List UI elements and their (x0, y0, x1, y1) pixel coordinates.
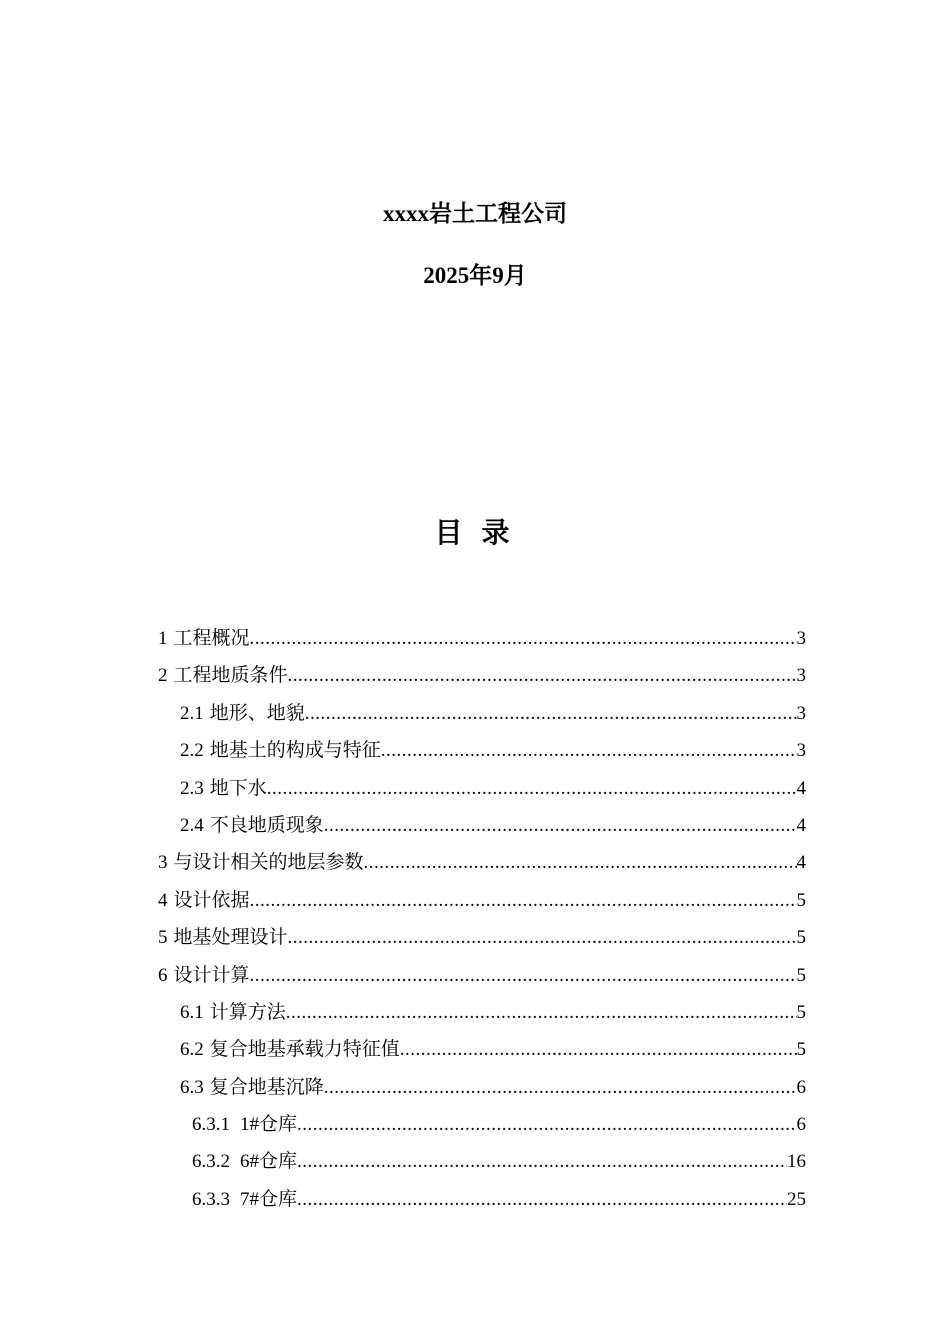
toc-item-text: 复合地基沉降 (209, 1076, 324, 1098)
toc-item-number: 5 (158, 927, 168, 949)
toc-item-number: 6.2 (180, 1039, 204, 1061)
company-name: xxxx岩土工程公司 (383, 201, 567, 226)
toc-leader-dots (297, 1181, 787, 1218)
toc-leader-dots (297, 1106, 796, 1143)
toc-item-page: 16 (787, 1151, 806, 1173)
toc-item-text: 地下水 (209, 777, 267, 799)
toc-item-text: 工程概况 (173, 628, 250, 649)
toc-leader-dots (286, 994, 797, 1031)
toc-item-page: 3 (796, 628, 806, 649)
toc-leader-dots (400, 1031, 797, 1068)
toc-item-number: 6 (158, 964, 168, 986)
toc-item-number: 2.3 (180, 777, 204, 799)
toc-item-text: 设计依据 (173, 889, 250, 911)
toc-item[interactable] (158, 1106, 806, 1143)
toc-item-page: 6 (796, 1076, 806, 1098)
toc-item[interactable] (158, 1031, 806, 1068)
toc-item-page: 5 (796, 889, 806, 911)
toc-item-number: 6.1 (180, 1001, 204, 1023)
toc-item-number: 6.3.3 (192, 1188, 230, 1210)
toc-item-page: 4 (796, 852, 806, 874)
toc-item[interactable] (158, 919, 806, 956)
toc-leader-dots (305, 695, 797, 732)
toc-item[interactable] (158, 657, 806, 694)
table-of-contents (158, 620, 806, 1218)
toc-item-text: 7#仓库 (240, 1188, 298, 1210)
toc-item-page: 25 (787, 1188, 806, 1210)
toc-item-page: 3 (796, 665, 806, 687)
toc-item-page: 3 (796, 740, 806, 762)
document-date: 2025年9月 (423, 263, 527, 288)
toc-item-number: 3 (158, 852, 168, 874)
toc-item-number: 4 (158, 889, 168, 911)
toc-item-number: 6.3 (180, 1076, 204, 1098)
toc-leader-dots (267, 770, 797, 807)
toc-item[interactable] (158, 994, 806, 1031)
toc-item-number: 2 (158, 665, 168, 687)
toc-item-text: 不良地质现象 (209, 814, 324, 836)
toc-item-number: 2.2 (180, 740, 204, 762)
toc-leader-dots (381, 732, 797, 769)
toc-item[interactable] (158, 957, 806, 994)
toc-leader-dots (250, 957, 797, 994)
toc-item-text: 复合地基承载力特征值 (209, 1039, 400, 1061)
toc-leader-dots (364, 844, 797, 881)
toc-item[interactable] (158, 807, 806, 844)
toc-item[interactable] (158, 1069, 806, 1106)
toc-item[interactable] (158, 732, 806, 769)
toc-item-page: 5 (796, 927, 806, 949)
toc-item-number: 1 (158, 628, 168, 649)
toc-item-text: 计算方法 (209, 1001, 286, 1023)
toc-item-page: 5 (796, 964, 806, 986)
toc-item[interactable] (158, 844, 806, 881)
toc-item-number: 6.3.2 (192, 1151, 230, 1173)
toc-leader-dots (324, 807, 797, 844)
toc-leader-dots (250, 620, 797, 657)
toc-item-text: 地基处理设计 (173, 927, 288, 949)
toc-item-number: 2.4 (180, 814, 204, 836)
toc-item-number: 2.1 (180, 702, 204, 724)
toc-leader-dots (288, 657, 797, 694)
toc-item-number: 6.3.1 (192, 1114, 230, 1136)
toc-item-page: 6 (796, 1114, 806, 1136)
toc-item-text: 6#仓库 (240, 1151, 298, 1173)
toc-item[interactable] (158, 1143, 806, 1180)
toc-leader-dots (297, 1143, 787, 1180)
toc-leader-dots (288, 919, 797, 956)
toc-leader-dots (250, 882, 797, 919)
toc-item-page: 4 (796, 777, 806, 799)
toc-item-text: 地基土的构成与特征 (209, 740, 381, 762)
toc-item-text: 地形、地貌 (209, 702, 305, 724)
toc-item-text: 与设计相关的地层参数 (173, 852, 364, 874)
toc-item-text: 1#仓库 (240, 1114, 298, 1136)
toc-item-text: 工程地质条件 (173, 665, 288, 687)
toc-title: 目 录 (434, 518, 516, 549)
toc-item-text: 设计计算 (173, 964, 250, 986)
toc-item[interactable] (158, 882, 806, 919)
toc-item-page: 3 (796, 702, 806, 724)
toc-item-page: 5 (796, 1001, 806, 1023)
toc-item[interactable] (158, 1181, 806, 1218)
toc-leader-dots (324, 1069, 797, 1106)
toc-item-page: 5 (796, 1039, 806, 1061)
toc-item[interactable] (158, 620, 806, 657)
toc-item[interactable] (158, 770, 806, 807)
toc-item-page: 4 (796, 814, 806, 836)
toc-item[interactable] (158, 695, 806, 732)
